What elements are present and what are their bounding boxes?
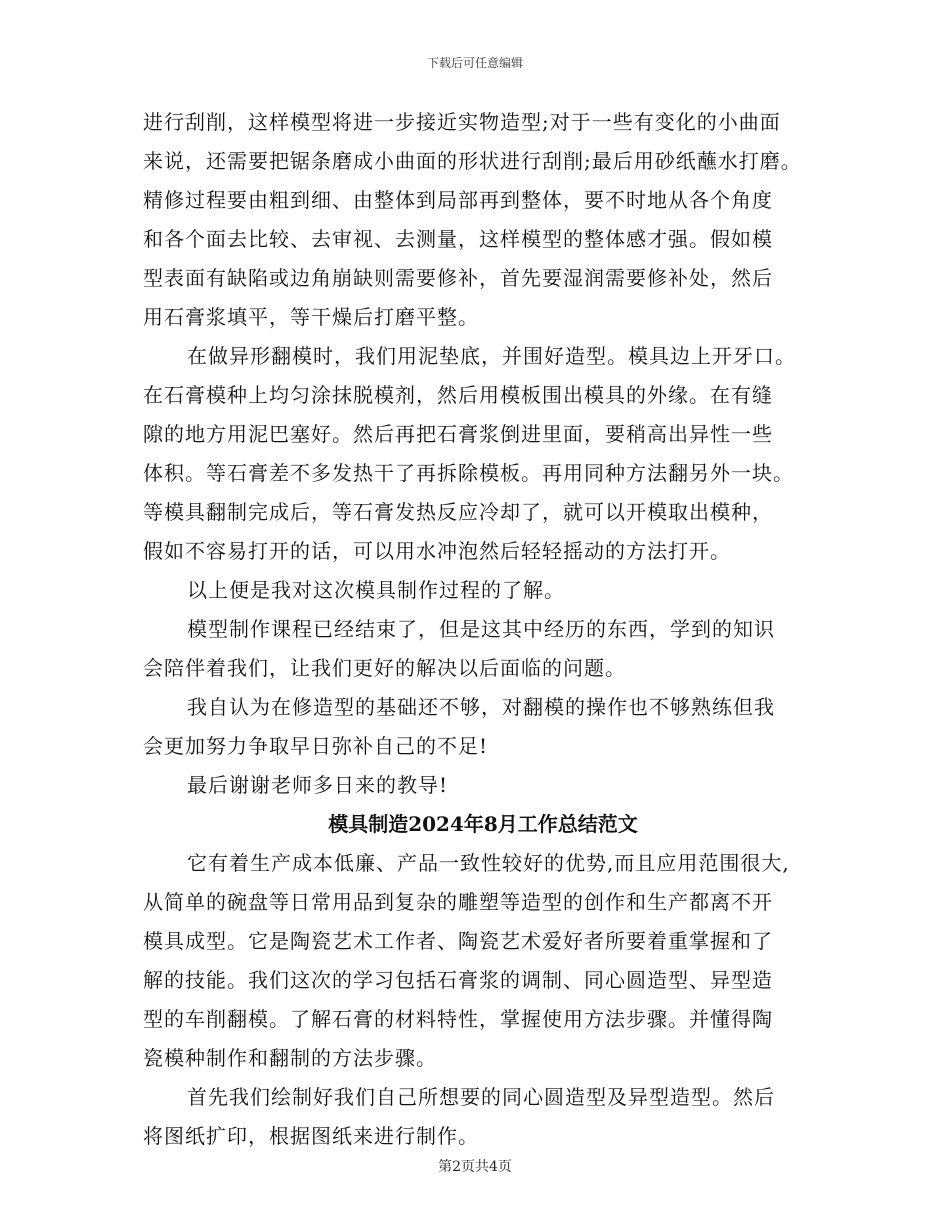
body-line: 来说，还需要把锯条磨成小曲面的形状进行刮削;最后用砂纸蘸水打磨。 — [143, 149, 802, 173]
body-line: 将图纸扩印，根据图纸来进行制作。 — [143, 1124, 479, 1148]
body-line: 它有着生产成本低廉、产品一致性较好的优势,而且应用范围很大, — [187, 851, 790, 875]
body-line: 精修过程要由粗到细、由整体到局部再到整体，要不时地从各个角度 — [143, 188, 773, 212]
body-line: 首先我们绘制好我们自己所想要的同心圆造型及异型造型。然后 — [187, 1085, 775, 1109]
body-line: 在石膏模种上均匀涂抹脱模剂，然后用模板围出模具的外缘。在有缝 — [143, 383, 773, 407]
body-line: 和各个面去比较、去审视、去测量，这样模型的整体感才强。假如模 — [143, 227, 773, 251]
body-line: 假如不容易打开的话，可以用水冲泡然后轻轻摇动的方法打开。 — [143, 539, 731, 563]
document-body — [143, 103, 823, 1156]
body-line: 模型制作课程已经结束了，但是这其中经历的东西，学到的知识 — [187, 617, 775, 641]
body-line: 体积。等石膏差不多发热干了再拆除模板。再用同种方法翻另外一块。 — [143, 461, 794, 485]
body-line: 从简单的碗盘等日常用品到复杂的雕塑等造型的创作和生产都离不开 — [143, 890, 773, 914]
body-line: 用石膏浆填平，等干燥后打磨平整。 — [143, 305, 479, 329]
page-header: 下载后可任意编辑 — [426, 56, 523, 70]
body-line: 会陪伴着我们，让我们更好的解决以后面临的问题。 — [143, 656, 626, 680]
section-title: 模具制造2024年8月工作总结范文 — [328, 812, 638, 836]
body-line: 进行刮削，这样模型将进一步接近实物造型;对于一些有变化的小曲面 — [143, 110, 781, 134]
body-line: 瓷模种制作和翻制的方法步骤。 — [143, 1046, 437, 1070]
body-line: 在做异形翻模时，我们用泥垫底，并围好造型。模具边上开牙口。 — [187, 344, 796, 368]
page-footer: 第2页共4页 — [438, 1159, 512, 1175]
body-line: 我自认为在修造型的基础还不够，对翻模的操作也不够熟练但我 — [187, 695, 775, 719]
body-line: 型表面有缺陷或边角崩缺则需要修补，首先要湿润需要修补处，然后 — [143, 266, 773, 290]
body-line: 解的技能。我们这次的学习包括石膏浆的调制、同心圆造型、异型造 — [143, 968, 773, 992]
body-line: 隙的地方用泥巴塞好。然后再把石膏浆倒进里面，要稍高出异性一些 — [143, 422, 773, 446]
body-line: 最后谢谢老师多日来的教导! — [187, 773, 449, 797]
body-line: 会更加努力争取早日弥补自己的不足! — [143, 734, 489, 758]
body-line: 模具成型。它是陶瓷艺术工作者、陶瓷艺术爱好者所要着重掌握和了 — [143, 929, 773, 953]
body-line: 等模具翻制完成后，等石膏发热反应冷却了，就可以开模取出模种， — [143, 500, 773, 524]
body-line: 型的车削翻模。了解石膏的材料特性，掌握使用方法步骤。并懂得陶 — [143, 1007, 773, 1031]
body-line: 以上便是我对这次模具制作过程的了解。 — [187, 578, 565, 602]
